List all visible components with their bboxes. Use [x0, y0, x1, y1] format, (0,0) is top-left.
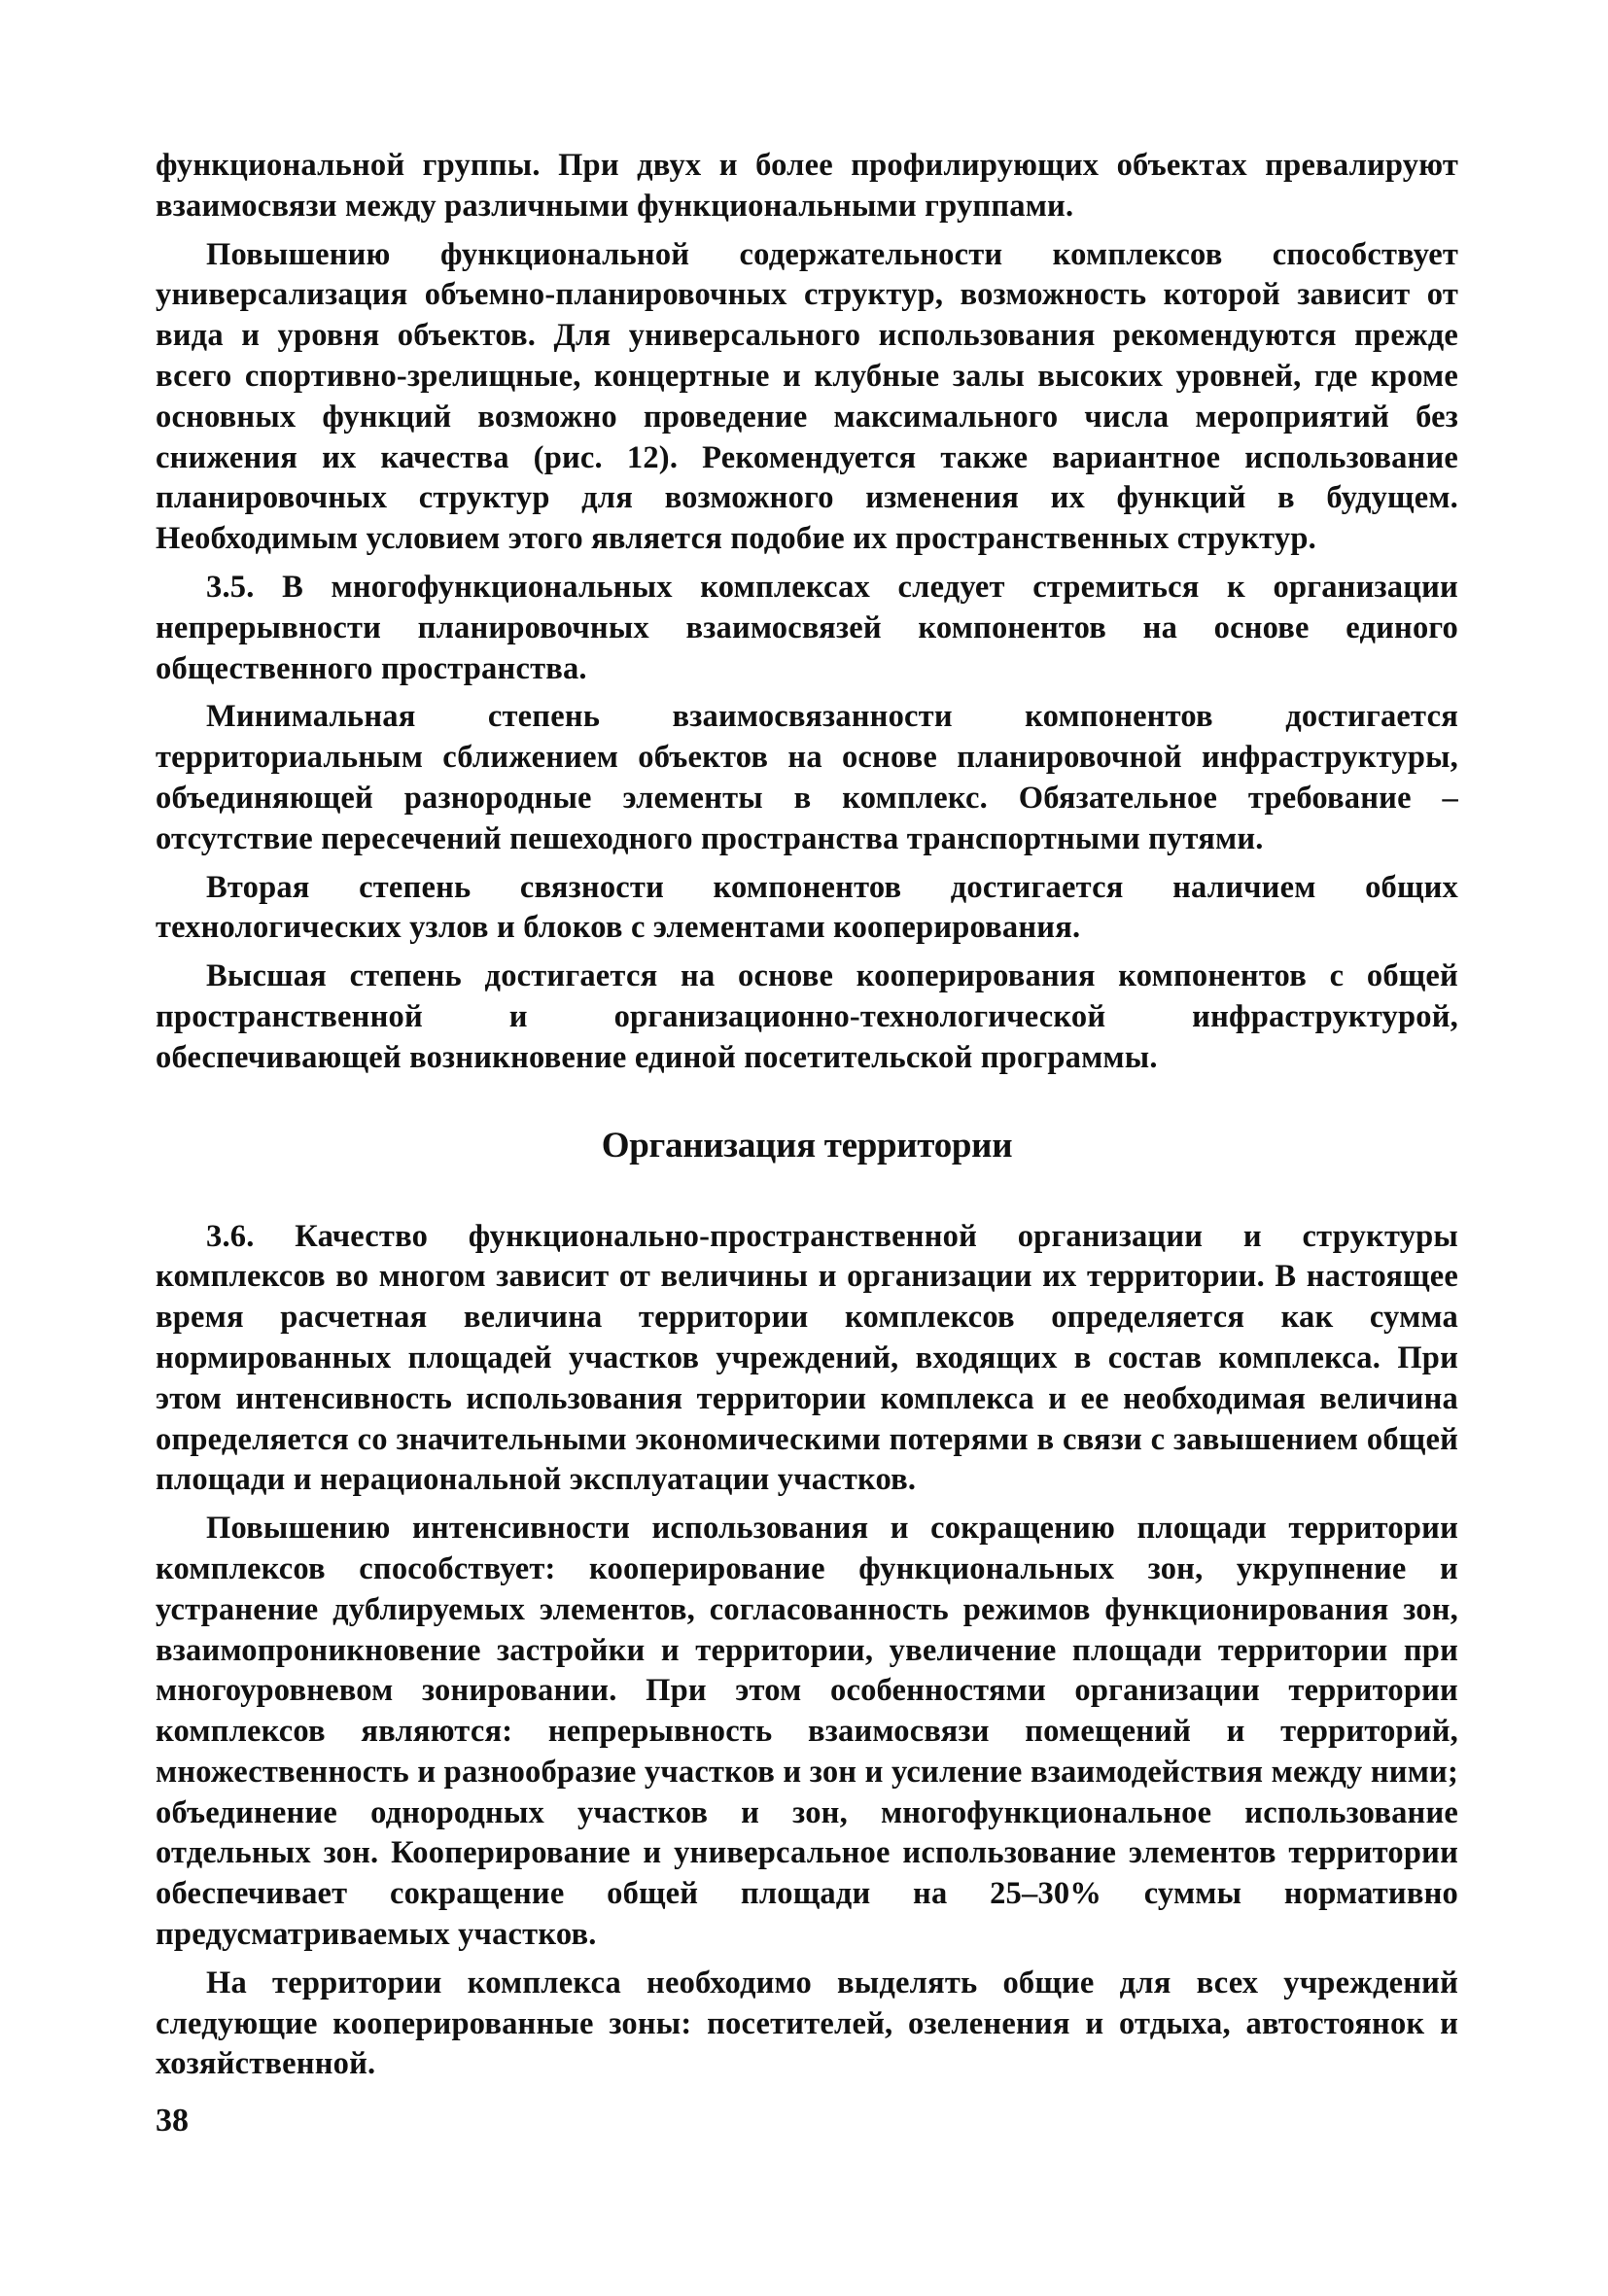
- paragraph-section-3-5: 3.5. В многофункциональных комплексах следует стремиться к организации непрерывности планировочных взаимосвязей компонентов на основе единого общественного пространства.: [156, 569, 1458, 686]
- paragraph-minimal-degree: Минимальная степень взаимосвязанности компонентов достигается территориальным сближением объектов на основе планировочной инфраструктуры, объединяющей разнородные элементы в комплекс. Обязательное требование – отсутствие пересечений пешеходного пространства транспортными путями.: [156, 699, 1458, 856]
- paragraph-section-3-6: 3.6. Качество функционально-пространственной организации и структуры комплексов во многом зависит от величины и организации их территории. В настоящее время расчетная величина территории комплексов определяется как сумма нормированных площадей участков учреждений, входящих в состав комплекса. При этом интенсивность использования территории комплекса и ее необходимая величина определяется со значительными экономическими потерями в связи с завышением общей площади и нерациональной эксплуатации участков.: [156, 1218, 1458, 1498]
- paragraph-territory-intensity: Повышению интенсивности использования и сокращению площади территории комплексов способствует: кооперирование функциональных зон, укрупнение и устранение дублируемых элементов, согласованность режимов функционирования зон, взаимопроникновение застройки и территории, увеличение площади территории при многоуровневом зонировании. При этом особенностями организации территории комплексов являются: непрерывность взаимосвязи помещений и территорий, множественность и разнообразие участков и зон и усиление взаимодействия между ними; объединение однородных участков и зон, многофункциональное использование отдельных зон. Кооперирование и универсальное использование элементов территории обеспечивает сокращение общей площади на 25–30% суммы нормативно предусматриваемых участков.: [156, 1511, 1458, 1953]
- paragraph-highest-degree: Высшая степень достигается на основе кооперирования компонентов с общей пространственной и организационно-технологической инфраструктурой, обеспечивающей возникновение единой посетительской программы.: [156, 958, 1458, 1075]
- book-page: [156, 146, 1458, 2093]
- paragraph-continuation: функциональной группы. При двух и более профилирующих объектах превалируют взаимосвязи между различными функциональными группами.: [156, 148, 1458, 224]
- section-heading: Организация территории: [601, 1125, 1013, 1165]
- paragraph-cooperative-zones: На территории комплекса необходимо выделять общие для всех учреждений следующие кооперированные зоны: посетителей, озеленения и отдыха, автостоянок и хозяйственной.: [156, 1965, 1458, 2082]
- page-number: 38: [156, 2103, 189, 2139]
- paragraph-second-degree: Вторая степень связности компонентов достигается наличием общих технологических узлов и блоков с элементами кооперирования.: [156, 869, 1458, 946]
- paragraph-universalization: Повышению функциональной содержательности комплексов способствует универсализация объемно-планировочных структур, возможность которой зависит от вида и уровня объектов. Для универсального использования рекомендуются прежде всего спортивно-зрелищные, концертные и клубные залы высоких уровней, где кроме основных функций возможно проведение максимального числа мероприятий без снижения их качества (рис. 12). Рекомендуется также вариантное использование планировочных структур для возможного изменения их функций в будущем. Необходимым условием этого является подобие их пространственных структур.: [156, 236, 1458, 557]
